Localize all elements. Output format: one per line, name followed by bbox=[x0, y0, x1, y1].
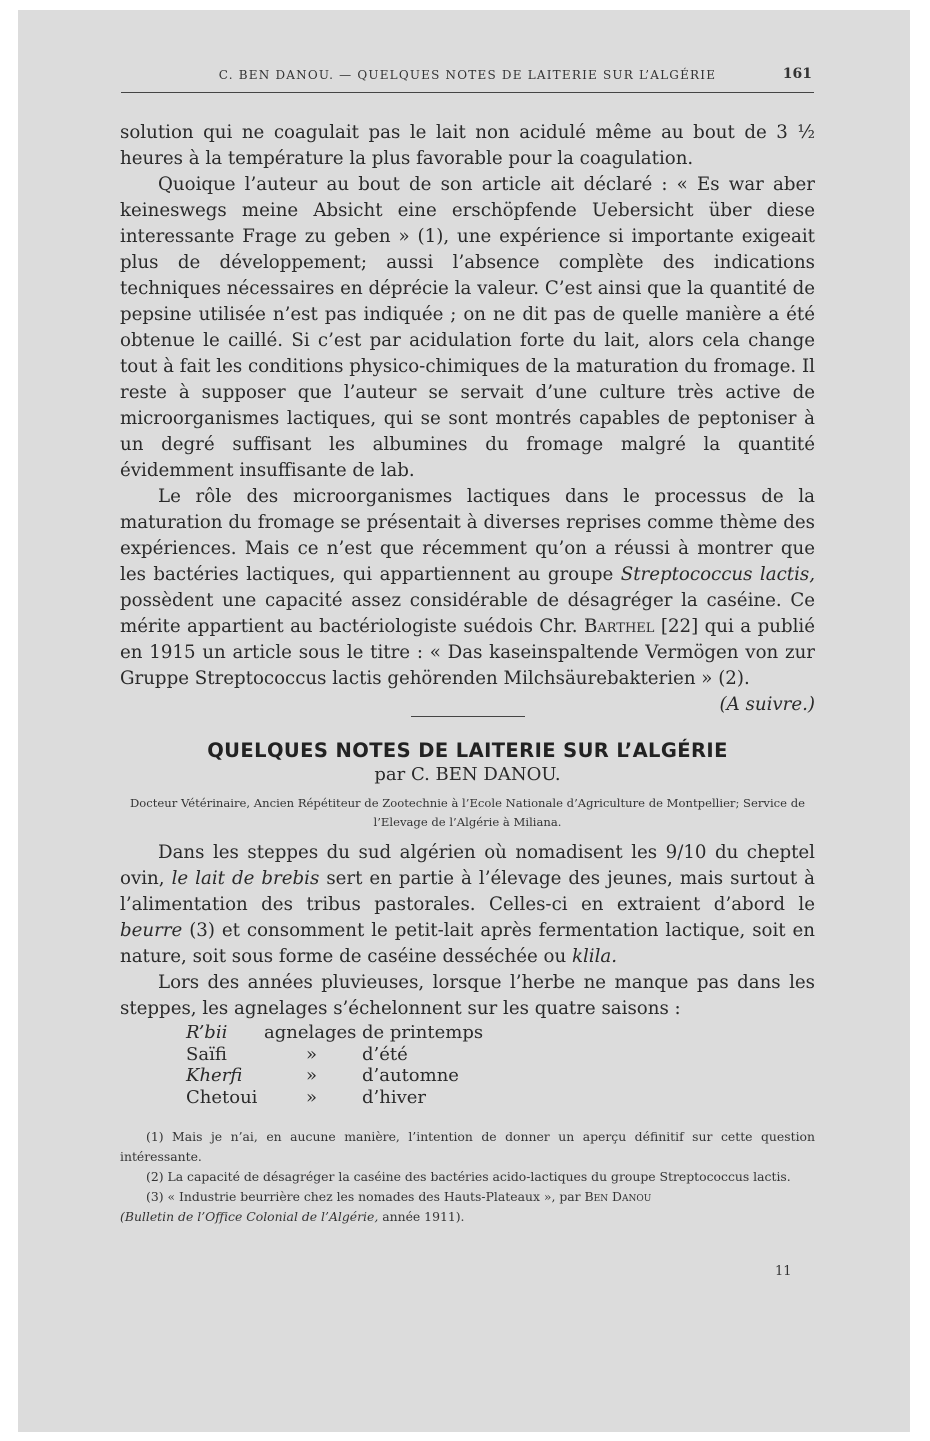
season-col3: d’hiver bbox=[362, 1086, 427, 1108]
text-segment: possèdent une capacité assez considérable de désagréger la caséine. Ce mérite appartient au bactériologiste suédois Chr. bbox=[120, 590, 815, 637]
text-segment: (3) « Industrie beurrière chez les nomades des Hauts-Plateaux », par bbox=[146, 1189, 585, 1204]
signature-mark: 11 bbox=[775, 1264, 792, 1279]
running-title: C. BEN DANOU. — QUELQUES NOTES DE LAITERIE SUR L’ALGÉRIE bbox=[218, 68, 717, 82]
species-name: Streptococcus lactis, bbox=[620, 564, 815, 585]
text-segment: Le rôle des microorganismes lactiques dans le processus de la maturation du fromage se présentait à diverses reprises comme thème des expériences. Mais ce n’est que récemment qu’on a réussi à montrer que les bactéries lactiques, qui appartiennent au groupe bbox=[120, 486, 815, 585]
season-name: Kherfi bbox=[186, 1065, 243, 1086]
footnote-1: (1) Mais je n’ai, en aucune manière, l’intention de donner un aperçu définitif sur cette question intéressante. bbox=[120, 1129, 815, 1164]
emphasis-klila: klila. bbox=[571, 946, 618, 967]
season-col3: d’automne bbox=[362, 1065, 459, 1086]
text-segment: Dans les steppes du sud algérien où nomadisent les 9/10 du cheptel ovin, bbox=[120, 842, 815, 889]
season-col3: d’été bbox=[362, 1043, 408, 1065]
text-segment: (3) et consomment le petit-lait après fermentation lactique, soit en nature, soit sous forme de caséine desséchée ou bbox=[120, 920, 815, 967]
emphasis-beurre: beurre bbox=[120, 920, 183, 941]
text-segment: année 1911). bbox=[378, 1209, 465, 1224]
running-header bbox=[121, 66, 814, 88]
article-byline: par C. BEN DANOU. bbox=[374, 764, 561, 785]
author-name: Ben Danou bbox=[584, 1189, 652, 1204]
paragraph-lactic-bacteria bbox=[120, 484, 815, 718]
season-name: Saïfi bbox=[186, 1043, 227, 1065]
continued-note: (A suivre.) bbox=[719, 694, 815, 715]
text-segment: sert en partie à l’élevage des jeunes, mais surtout à l’alimentation des tribus pastorales. Celles-ci en extraient d’abord le bbox=[120, 868, 815, 915]
season-name: R’bii bbox=[186, 1022, 228, 1043]
emphasis-lait: le lait de brebis bbox=[171, 868, 320, 889]
paragraph-continued: solution qui ne coagulait pas le lait non acidulé même au bout de 3 ½ heures à la température la plus favorable pour la coagulation. bbox=[120, 122, 815, 169]
season-col3: de printemps bbox=[362, 1022, 484, 1043]
section-separator bbox=[411, 716, 525, 717]
footnote-2: (2) La capacité de désagréger la caséine des bactéries acido-lactiques du groupe Streptococcus lactis. bbox=[146, 1169, 791, 1184]
footnote-3 bbox=[120, 1187, 815, 1227]
text-segment: [22] qui a publié en 1915 un article sous le titre : « Das kaseinspaltende Vermögen von zur Gruppe Streptococcus lactis gehörenden Milchsäurebakterien » (2). bbox=[120, 616, 815, 689]
season-name: Chetoui bbox=[186, 1086, 258, 1108]
season-col2: agnelages bbox=[264, 1022, 357, 1043]
season-col2: » bbox=[306, 1086, 318, 1108]
author-name: Barthel bbox=[583, 616, 655, 637]
season-col2: » bbox=[306, 1065, 318, 1086]
author-affiliation: Docteur Vétérinaire, Ancien Répétiteur de Zootechnie à l’Ecole Nationale d’Agriculture de Montpellier; Service de l’Elevage de l’Algérie à Miliana. bbox=[129, 796, 805, 829]
footnotes bbox=[120, 1127, 815, 1227]
page-number: 161 bbox=[782, 66, 812, 82]
paragraph-lambing: Lors des années pluvieuses, lorsque l’herbe ne manque pas dans les steppes, les agnelages s’échelonnent sur les quatre saisons : bbox=[120, 972, 815, 1019]
paragraph-critique: Quoique l’auteur au bout de son article ait déclaré : « Es war aber keineswegs meine Absicht eine erschöpfende Uebersicht über diese interessante Frage zu geben » (1), une expérience si importante exigeait plus de développement; aussi l’absence complète des indications techniques nécessaires en déprécie la valeur. C’est ainsi que la quantité de pepsine utilisée n’est pas indiquée ; on ne dit pas de quelle manière a été obtenue le caillé. Si c’est par acidulation forte du lait, alors cela change tout à fait les conditions physico-chimiques de la maturation du fromage. Il reste à supposer que l’auteur se servait d’une culture très active de microorganismes lactiques, qui se sont montrés capables de peptoniser à un degré suffisant les albumines du fromage malgré la quantité évidemment insuffisante de lab. bbox=[120, 174, 815, 481]
header-rule bbox=[121, 92, 814, 93]
article-title: QUELQUES NOTES DE LAITERIE SUR L’ALGÉRIE bbox=[207, 739, 728, 762]
publication-name: (Bulletin de l’Office Colonial de l’Algérie, bbox=[120, 1209, 379, 1224]
paragraph-sheep-milk bbox=[120, 840, 815, 970]
season-col2: » bbox=[306, 1043, 318, 1065]
